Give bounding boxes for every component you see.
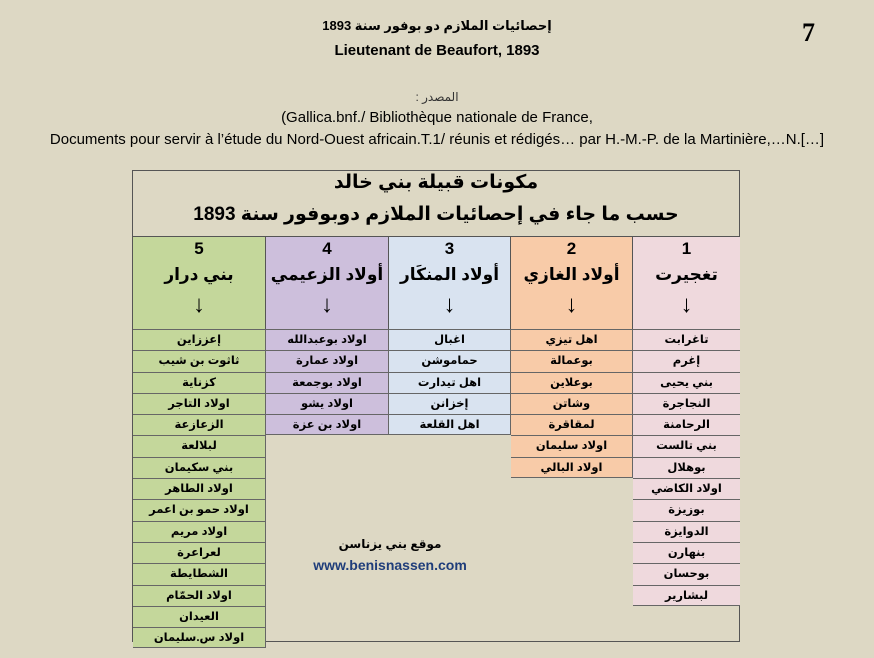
column-5-header	[133, 237, 266, 329]
list-item: اولاد سليمان	[511, 435, 633, 456]
list-item: النجاجرة	[633, 393, 740, 414]
column-number: 4	[322, 239, 332, 258]
list-item: تاغرابت	[633, 329, 740, 350]
column-2	[511, 237, 633, 478]
column-3-list	[389, 329, 511, 435]
column-name: أولاد الزعيمي	[270, 265, 384, 284]
tribe-table	[132, 170, 740, 645]
list-item: بوحسان	[633, 563, 740, 584]
source-label: المصدر :	[415, 90, 459, 104]
list-item: اهل القلعة	[389, 414, 511, 435]
list-item: اهل تيدارت	[389, 372, 511, 393]
french-header-title: Lieutenant de Beaufort, 1893	[334, 42, 540, 59]
list-item: العيدان	[133, 606, 266, 627]
list-item: اولاد الكاضي	[633, 478, 740, 499]
source-line-1: (Gallica.bnf./ Bibliothèque nationale de France,	[281, 109, 593, 126]
list-item: بوعمالة	[511, 350, 633, 371]
list-item: لمقاقرة	[511, 414, 633, 435]
column-3	[389, 237, 511, 435]
list-item: اولاد الحمّام	[133, 585, 266, 606]
down-arrow-icon: ↓	[193, 291, 205, 318]
list-item: اولاد س.سليمان	[133, 627, 266, 648]
column-5	[133, 237, 266, 648]
table-title-box	[133, 171, 739, 237]
column-1-header	[633, 237, 740, 329]
list-item: اولاد البالي	[511, 457, 633, 478]
list-item: إغرم	[633, 350, 740, 371]
column-2-header	[511, 237, 633, 329]
list-item: اولاد عمارة	[266, 350, 389, 371]
list-item: بوعلاين	[511, 372, 633, 393]
column-number: 5	[194, 239, 204, 258]
list-item: اولاد بن عزة	[266, 414, 389, 435]
list-item: كزناية	[133, 372, 266, 393]
list-item: بني تالست	[633, 435, 740, 456]
arabic-header-title: إحصائيات الملازم دو بوفور سنة 1893	[322, 18, 552, 33]
list-item: اولاد التاجر	[133, 393, 266, 414]
down-arrow-icon: ↓	[321, 291, 333, 318]
list-item: لعراعرة	[133, 542, 266, 563]
list-item: بني يحيى	[633, 372, 740, 393]
list-item: اولاد حمو بن اعمر	[133, 499, 266, 520]
column-3-header	[389, 237, 511, 329]
list-item: الشطايطة	[133, 563, 266, 584]
column-name: تغجيرت	[655, 265, 718, 284]
list-item: بنهارن	[633, 542, 740, 563]
list-item: إعززاين	[133, 329, 266, 350]
list-item: ثاثوت بن شيب	[133, 350, 266, 371]
list-item: بوزيزة	[633, 499, 740, 520]
list-item: وشاتن	[511, 393, 633, 414]
column-1-list	[633, 329, 740, 606]
down-arrow-icon: ↓	[443, 291, 456, 318]
column-number: 2	[566, 239, 577, 258]
column-2-list	[511, 329, 633, 478]
down-arrow-icon: ↓	[680, 291, 693, 318]
column-name: أولاد الغازي	[523, 265, 620, 284]
list-item: حماموشن	[389, 350, 511, 371]
list-item: اولاد مريم	[133, 521, 266, 542]
source-line-2: Documents pour servir à l’étude du Nord-Ouest africain.T.1/ réunis et rédigés… par H.-M.-P. de la Martinière,…N.[…]	[49, 131, 825, 148]
column-4	[266, 237, 389, 435]
list-item: اولاد بوجمعة	[266, 372, 389, 393]
list-item: الزعازعة	[133, 414, 266, 435]
table-subtitle: حسب ما جاء في إحصائيات الملازم دوبوفور سنة 1893	[193, 204, 679, 225]
table-title: مكونات قبيلة بني خالد	[333, 172, 539, 193]
column-4-header	[266, 237, 389, 329]
column-name: أولاد المنكَار	[399, 265, 500, 284]
column-number: 1	[681, 239, 692, 258]
list-item: الرحامنة	[633, 414, 740, 435]
down-arrow-icon: ↓	[565, 291, 578, 318]
list-item: اهل تيزي	[511, 329, 633, 350]
column-1	[633, 237, 740, 606]
column-number: 3	[444, 239, 455, 258]
site-label: موقع بني يزناسن	[338, 537, 442, 551]
list-item: لبشارير	[633, 585, 740, 606]
list-item: اولاد يشو	[266, 393, 389, 414]
list-item: بوهلال	[633, 457, 740, 478]
list-item: اولاد الطاهر	[133, 478, 266, 499]
column-4-list	[266, 329, 389, 435]
list-item: الدوايزة	[633, 521, 740, 542]
list-item: لبلالعة	[133, 435, 266, 456]
list-item: اغبال	[389, 329, 511, 350]
site-url-link[interactable]: www.benisnassen.com	[313, 557, 467, 573]
column-5-list	[133, 329, 266, 648]
list-item: اولاد بوعبدالله	[266, 329, 389, 350]
page-number: 7	[802, 18, 815, 47]
list-item: إخزانن	[389, 393, 511, 414]
column-name: بني درار	[164, 265, 234, 284]
list-item: بني سكيمان	[133, 457, 266, 478]
